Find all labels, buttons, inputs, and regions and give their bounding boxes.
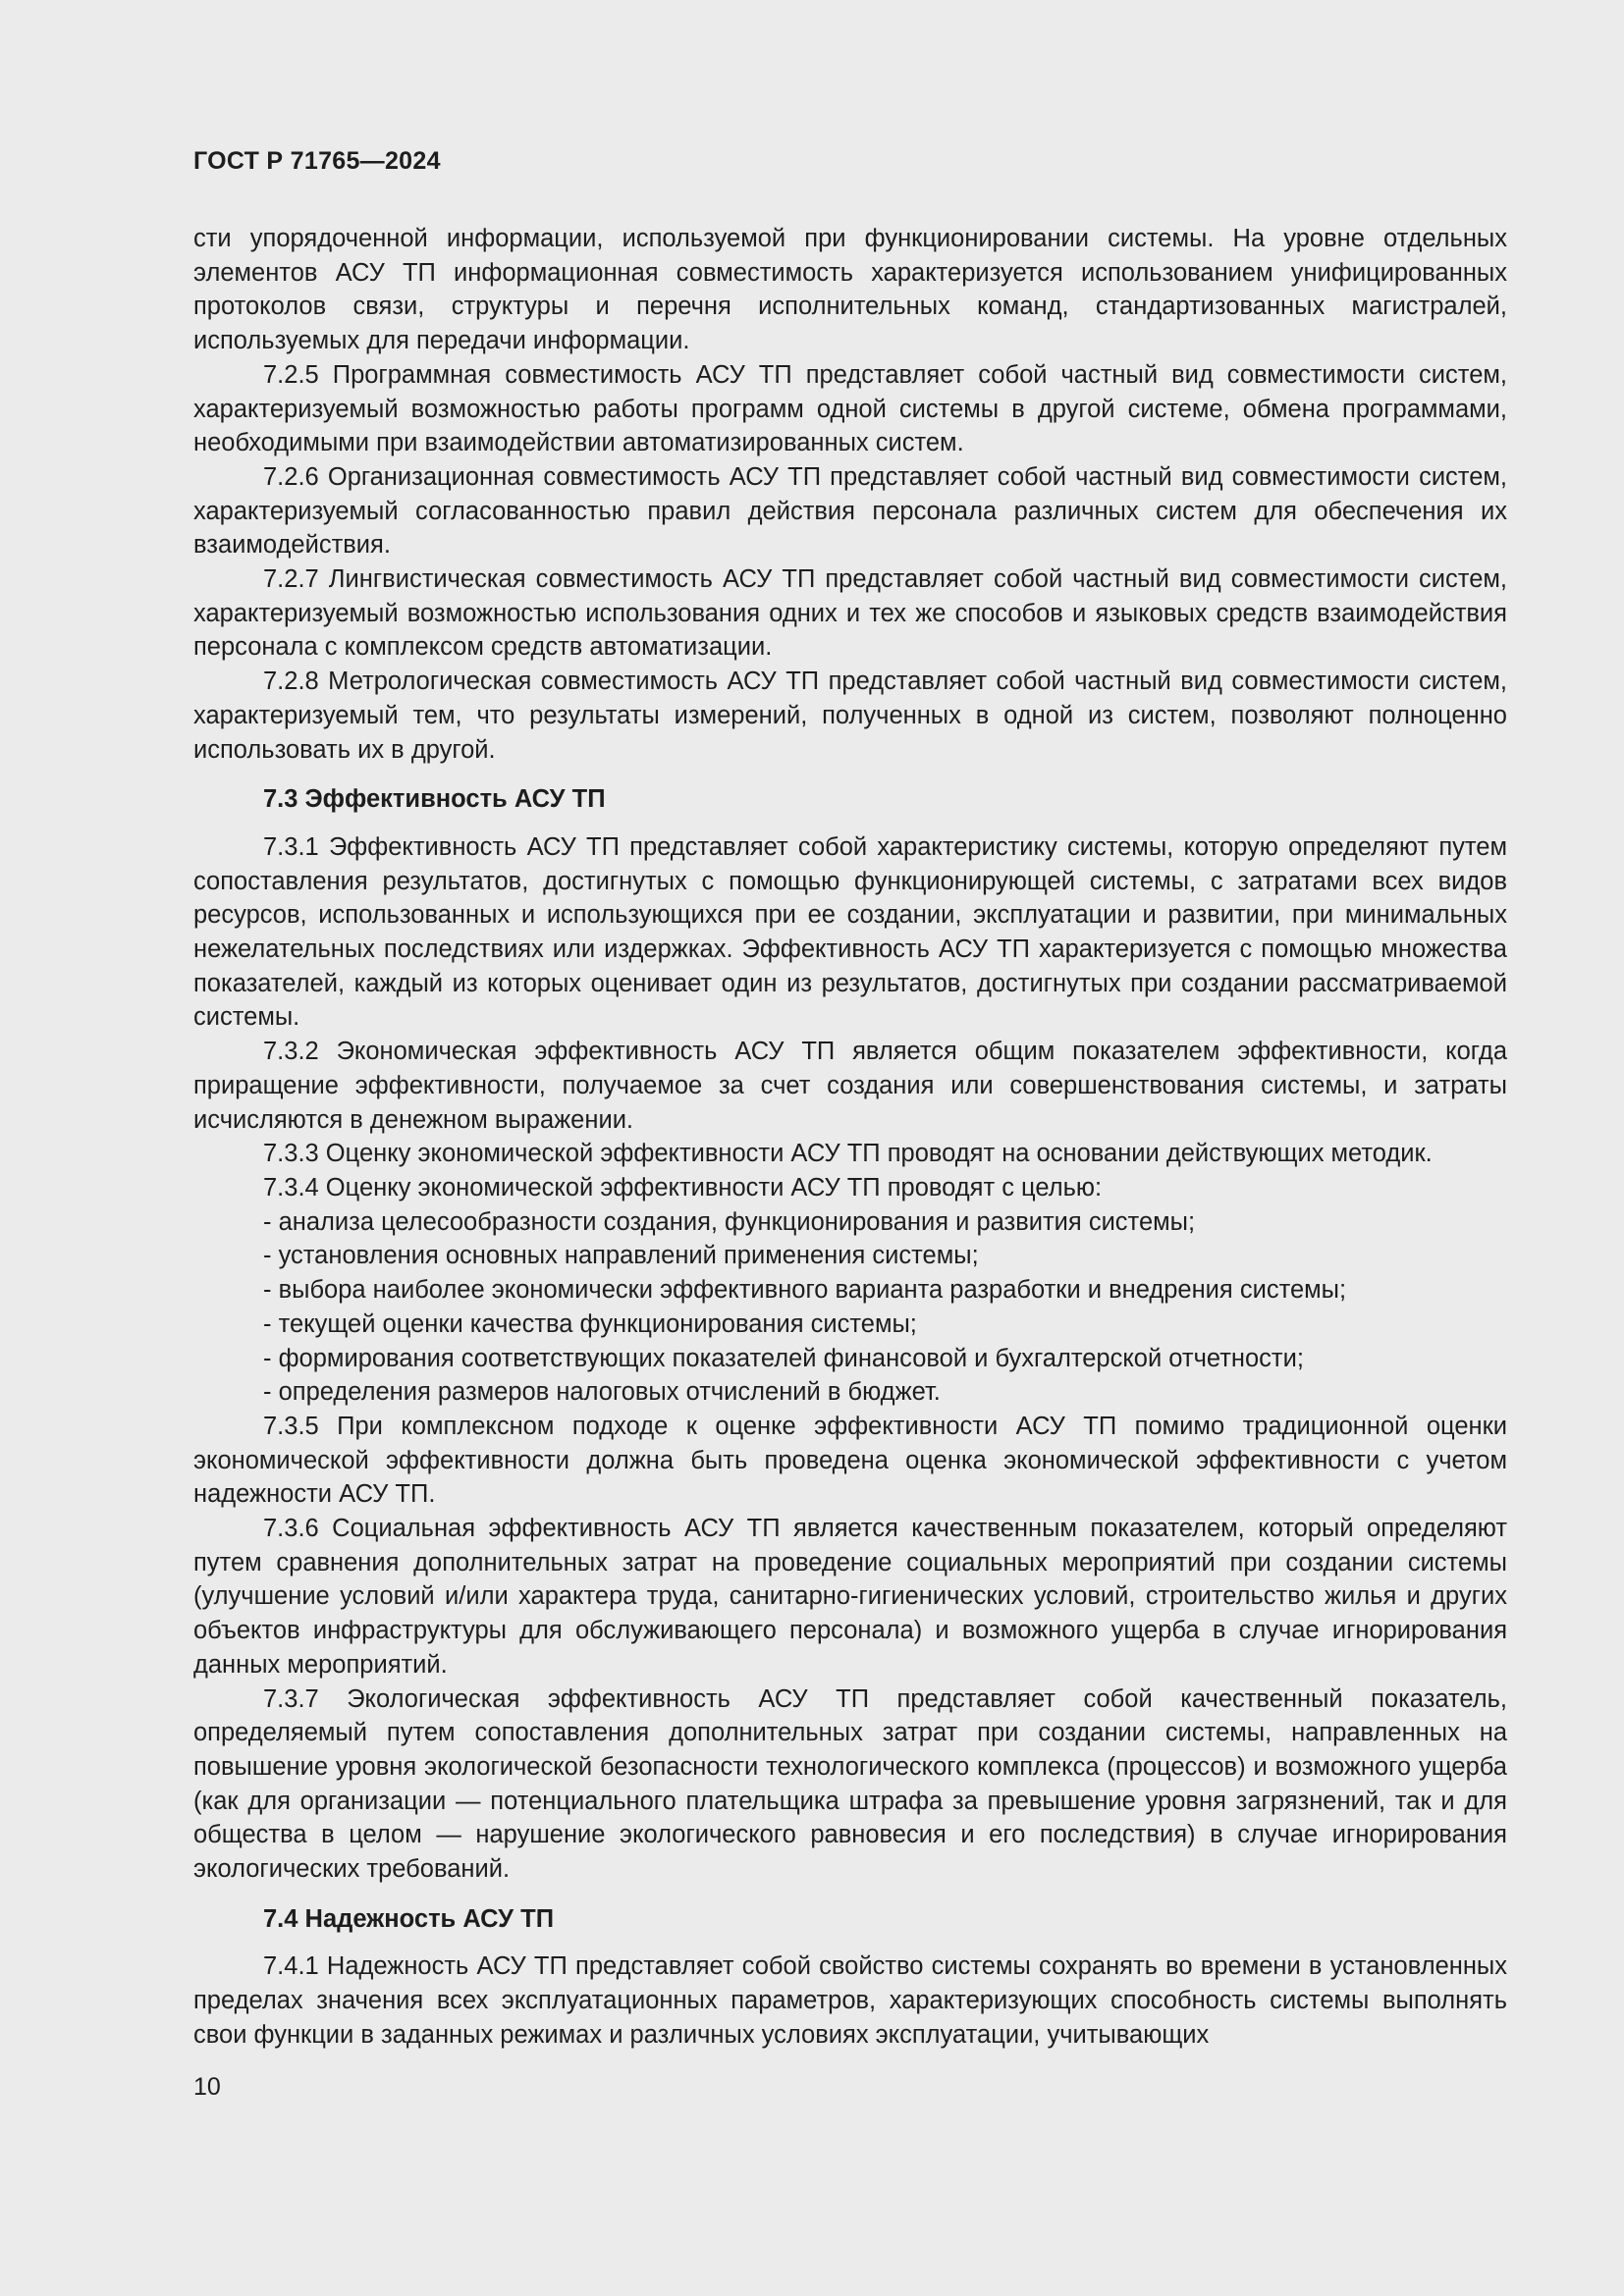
list-item: - выбора наиболее экономически эффективного варианта разработки и внедрения системы; [263,1276,1347,1305]
document-body [193,222,1507,2053]
paragraph-7-3-6: 7.3.6 Социальная эффективность АСУ ТП является качественным показателем, который определяют путем сравнения дополнительных затрат на проведение социальных мероприятий при создании системы (улучшение условий и/или характера труда, санитарно-гигиенических условий, строительство жилья и других объектов инфраструктуры для обслуживающего персонала) и возможного ущерба в случае игнорирования данных мероприятий. [193,1515,1507,1679]
list-item: - определения размеров налоговых отчислений в бюджет. [263,1378,941,1407]
section-heading-7-4: 7.4 Надежность АСУ ТП [263,1904,555,1933]
page-number: 10 [193,2073,221,2101]
section-heading-7-3: 7.3 Эффективность АСУ ТП [263,785,606,814]
paragraph-7-3-1: 7.3.1 Эффективность АСУ ТП представляет собой характеристику системы, которую определяют путем сопоставления результатов, достигнутых с помощью функционирующей системы, с затратами всех видов ресурсов, использованных и использующихся при ее создании, эксплуатации и развитии, при минимальных нежелательных последствиях или издержках. Эффективность АСУ ТП характеризуется с помощью множества показателей, каждый из которых оценивает один из результатов, достигнутых при создании рассматриваемой системы. [193,832,1507,1032]
list-item: - формирования соответствующих показателей финансовой и бухгалтерской отчетности; [263,1344,1304,1372]
paragraph-7-3-7: 7.3.7 Экологическая эффективность АСУ ТП представляет собой качественный показатель, определяемый путем сопоставления дополнительных затрат при создании системы, направленных на повышение уровня экологической безопасности технологического комплекса (процессов) и возможного ущерба (как для организации — потенциального плательщика штрафа за превышение уровня загрязнений, так и для общества в целом — нарушение экологического равновесия и его последствия) в случае игнорирования экологических требований. [193,1684,1507,1884]
list-item: - текущей оценки качества функционирования системы; [263,1309,917,1338]
paragraph-7-3-4: 7.3.4 Оценку экономической эффективности АСУ ТП проводят с целью: [263,1173,1103,1201]
list-item: - анализа целесообразности создания, функционирования и развития системы; [263,1207,1196,1236]
paragraph-continuation: сти упорядоченной информации, используемой при функционировании системы. На уровне отдельных элементов АСУ ТП информационная совместимость характеризуется использованием унифицированных протоколов связи, структуры и перечня исполнительных команд, стандартизованных магистралей, используемых для передачи информации. [193,225,1507,355]
paragraph-7-2-8: 7.2.8 Метрологическая совместимость АСУ ТП представляет собой частный вид совместимости систем, характеризуемый тем, что результаты измерений, полученных в одной из систем, позволяют полноценно использовать их в другой. [193,667,1507,764]
paragraph-7-2-5: 7.2.5 Программная совместимость АСУ ТП представляет собой частный вид совместимости систем, характеризуемый возможностью работы программ одной системы в другой системе, обмена программами, необходимыми при взаимодействии автоматизированных систем. [193,360,1507,457]
paragraph-7-3-3: 7.3.3 Оценку экономической эффективности АСУ ТП проводят на основании действующих методик. [263,1140,1433,1168]
paragraph-7-2-6: 7.2.6 Организационная совместимость АСУ ТП представляет собой частный вид совместимости систем, характеризуемый согласованностью правил действия персонала различных систем для обеспечения их взаимодействия. [193,462,1507,560]
document-header: ГОСТ Р 71765—2024 [193,147,441,175]
paragraph-7-4-1: 7.4.1 Надежность АСУ ТП представляет собой свойство системы сохранять во времени в установленных пределах значения всех эксплуатационных параметров, характеризующих способность системы выполнять свои функции в заданных режимах и различных условиях эксплуатации, учитывающих [193,1952,1507,2049]
paragraph-7-3-5: 7.3.5 При комплексном подходе к оценке эффективности АСУ ТП помимо традиционной оценки экономической эффективности должна быть проведена оценка экономической эффективности с учетом надежности АСУ ТП. [193,1412,1507,1509]
paragraph-7-3-2: 7.3.2 Экономическая эффективность АСУ ТП является общим показателем эффективности, когда приращение эффективности, получаемое за счет создания или совершенствования системы, и затраты исчисляются в денежном выражении. [193,1038,1507,1134]
list-item: - установления основных направлений применения системы; [263,1242,979,1270]
paragraph-7-2-7: 7.2.7 Лингвистическая совместимость АСУ ТП представляет собой частный вид совместимости систем, характеризуемый возможностью использования одних и тех же способов и языковых средств взаимодействия персонала с комплексом средств автоматизации. [193,565,1507,662]
